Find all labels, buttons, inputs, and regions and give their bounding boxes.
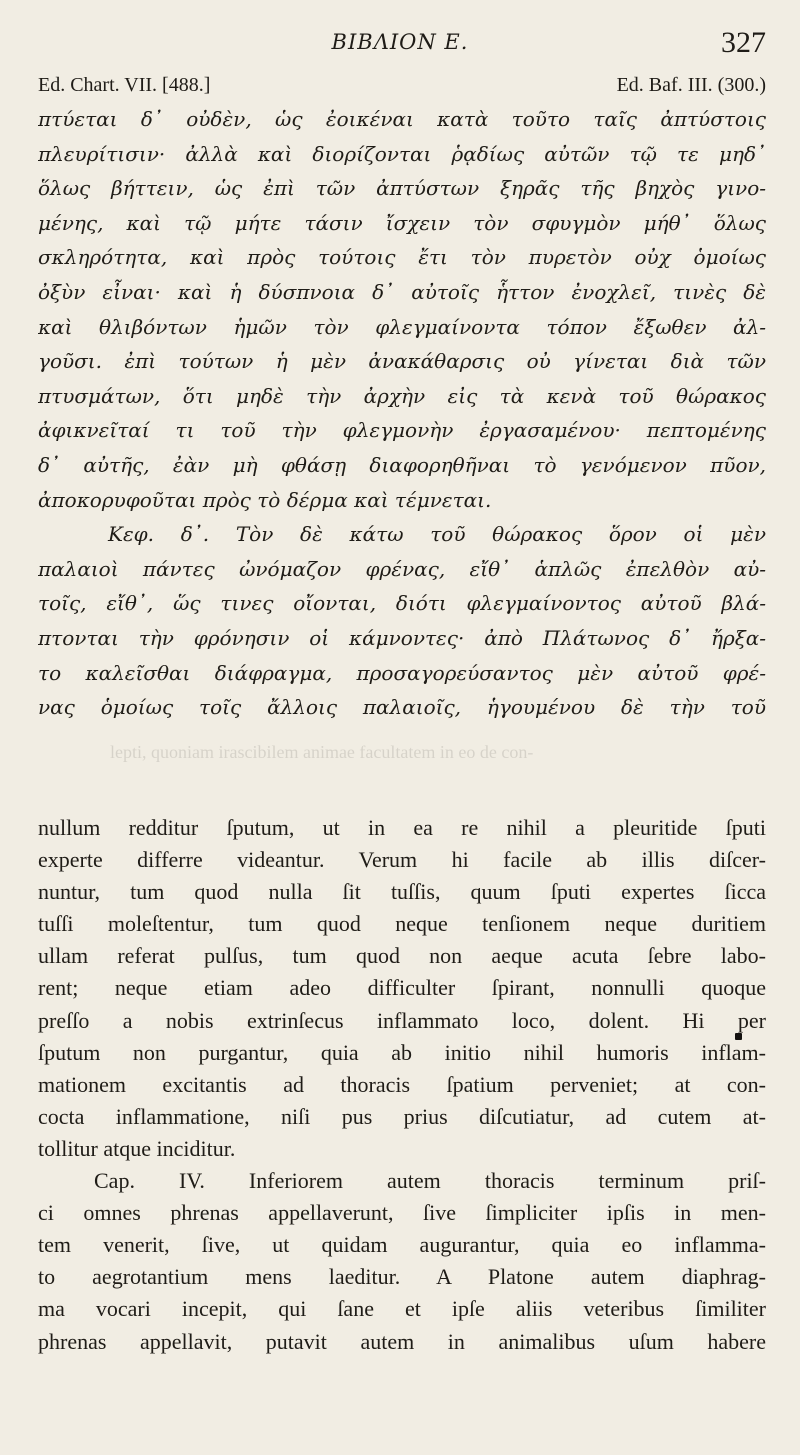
greek-line: πλευρίτισιν· ἀλλὰ καὶ διορίζονται ῥᾳδίως αὐτῶν τῷ τε μηδ᾽ xyxy=(38,141,766,166)
greek-line: νας ὁμοίως τοῖς ἄλλοις παλαιοῖς, ἡγουμένου δὲ τὴν τοῦ xyxy=(38,695,766,720)
latin-line: to aegrotantium mens laeditur. A Platone autem diaphrag- xyxy=(38,1264,766,1290)
greek-line: δ᾽ αὐτῆς, ἐὰν μὴ φθάσῃ διαφορηθῆναι τὸ γενόμενον πῦον, xyxy=(38,452,766,477)
greek-line: πτονται τὴν φρόνησιν οἱ κάμνοντες· ἀπὸ Πλάτωνος δ᾽ ἤρξα- xyxy=(38,625,766,650)
greek-line: το καλεῖσθαι διάφραγμα, προσαγορεύσαντος μὲν αὐτοῦ φρέ- xyxy=(38,660,766,685)
latin-line: experte differre videantur. Verum hi facile ab illis diſcer- xyxy=(38,847,766,873)
running-head xyxy=(0,26,800,64)
latin-line: tem venerit, ſive, ut quidam augurantur, quia eo inflamma- xyxy=(38,1232,766,1258)
greek-text-block xyxy=(38,102,766,725)
page-number: 327 xyxy=(721,26,766,59)
greek-line: τοῖς, εἴθ᾽, ὥς τινες οἴονται, διότι φλεγμαίνοντος αὐτοῦ βλά- xyxy=(38,591,766,616)
latin-line: ullam referat pulſus, tum quod non aeque acuta ſebre labo- xyxy=(38,943,766,969)
edition-chart-reference: Ed. Chart. VII. [488.] xyxy=(38,74,211,96)
greek-chapter-heading-line: Κεφ. δ᾽. Τὸν δὲ κάτω τοῦ θώρακος ὅρον οἱ μὲν xyxy=(108,522,766,547)
latin-line: preſſo a nobis extrinſecus inflammato loco, dolent. Hi per xyxy=(38,1007,766,1033)
greek-line: πτυσμάτων, ὅτι μηδὲ τὴν ἀρχὴν εἰς τὰ κενὰ τοῦ θώρακος xyxy=(38,383,766,408)
latin-line: tollitur atque inciditur. xyxy=(38,1135,236,1161)
greek-line: μένης, καὶ τῷ μήτε τάσιν ἴσχειν τὸν σφυγμὸν μήθ᾽ ὅλως xyxy=(38,210,766,235)
greek-line: ἀφικνεῖταί τι τοῦ τὴν φλεγμονὴν ἐργασαμένου· πεπτομένης xyxy=(38,418,766,443)
latin-line: phrenas appellavit, putavit autem in animalibus uſum habere xyxy=(38,1328,766,1354)
greek-line: ὀξὺν εἶναι· καὶ ἡ δύσπνοια δ᾽ αὐτοῖς ἧττον ἐνοχλεῖ, τινὲς δὲ xyxy=(38,279,766,304)
latin-line: ci omnes phrenas appellaverunt, ſive ſimpliciter ipſis in men- xyxy=(38,1200,766,1226)
latin-line: ſputum non purgantur, quia ab initio nihil humoris inflam- xyxy=(38,1039,766,1065)
latin-text-block xyxy=(38,812,766,1358)
greek-line: καὶ θλιβόντων ἡμῶν τὸν φλεγμαίνοντα τόπον ἔξωθεν ἀλ- xyxy=(38,314,766,339)
greek-line: ὅλως βήττειν, ὡς ἐπὶ τῶν ἀπτύστων ξηρᾶς τῆς βηχὸς γινο- xyxy=(38,176,766,201)
latin-line: ma vocari incepit, qui ſane et ipſe aliis veteribus ſimiliter xyxy=(38,1296,766,1322)
greek-line: παλαιοὶ πάντες ὠνόμαζον φρένας, εἴθ᾽ ἁπλῶς ἐπελθὸν αὐ- xyxy=(38,556,766,581)
greek-line: γοῦσι. ἐπὶ τούτων ἡ μὲν ἀνακάθαρσις οὐ γίνεται διὰ τῶν xyxy=(38,349,766,374)
bleed-through-text: lepti, quoniam irascibilem animae facultatem in eo de con- xyxy=(110,742,534,762)
edition-basel-reference: Ed. Baf. III. (300.) xyxy=(616,74,766,96)
latin-line: tuſſi moleſtentur, tum quod neque tenſionem neque duritiem xyxy=(38,911,766,937)
ink-spot xyxy=(735,1033,742,1040)
greek-line: σκληρότητα, καὶ πρὸς τούτοις ἔτι τὸν πυρετὸν οὐχ ὁμοίως xyxy=(38,245,766,270)
greek-line: ἀποκορυφοῦται πρὸς τὸ δέρμα καὶ τέμνεται. xyxy=(38,487,492,512)
running-title: BIBΛION E. xyxy=(331,30,469,54)
latin-line: nullum redditur ſputum, ut in ea re nihil a pleuritide ſputi xyxy=(38,815,766,840)
latin-line: mationem excitantis ad thoracis ſpatium perveniet; at con- xyxy=(38,1071,766,1097)
latin-line: nuntur, tum quod nulla ſit tuſſis, quum ſputi expertes ſicca xyxy=(38,879,766,905)
greek-line: πτύεται δ᾽ οὐδὲν, ὡς ἐοικέναι κατὰ τοῦτο ταῖς ἀπτύστοις xyxy=(38,107,766,131)
latin-line: rent; neque etiam adeo difficulter ſpirant, nonnulli quoque xyxy=(38,975,766,1001)
edition-references xyxy=(38,74,766,102)
latin-chapter-heading-line: Cap. IV. Inferiorem autem thoracis terminum priſ- xyxy=(94,1168,766,1194)
latin-line: cocta inflammatione, niſi pus prius diſcutiatur, ad cutem at- xyxy=(38,1103,766,1129)
